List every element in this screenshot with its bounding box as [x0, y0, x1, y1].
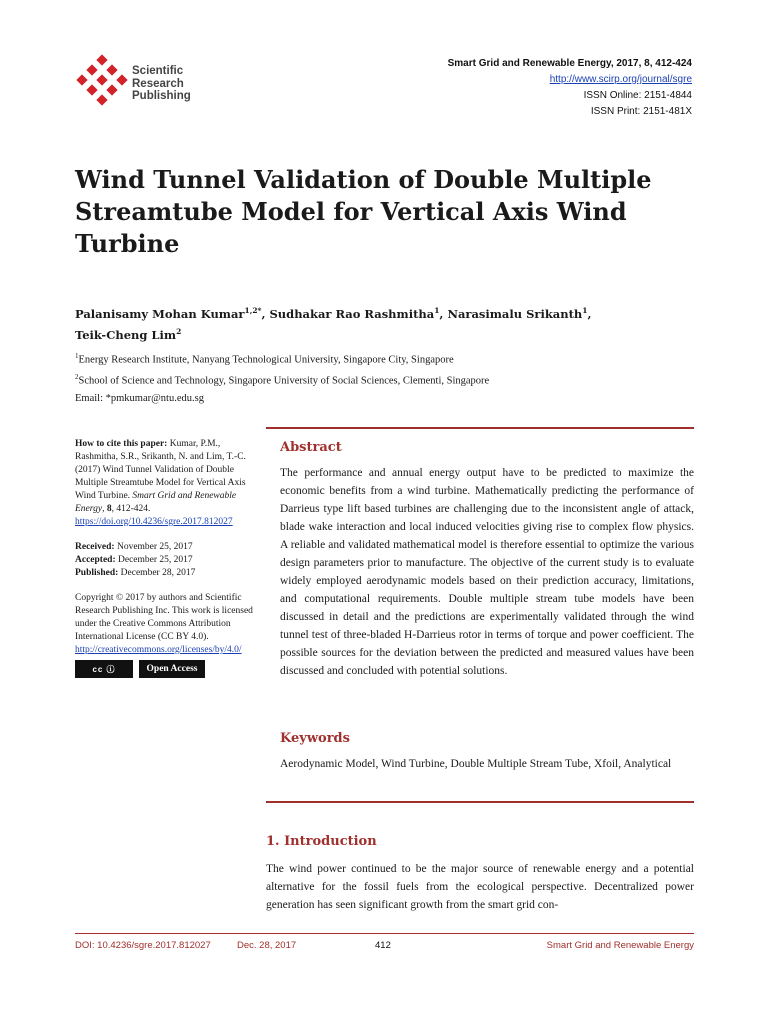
accepted-date: December 25, 2017 [118, 555, 193, 565]
issn-online: ISSN Online: 2151-4844 [583, 90, 692, 101]
cite-pages: , 412-424. [111, 504, 151, 514]
author-affiliation-mark: 1 [582, 306, 588, 315]
affiliation-mark: 1 [75, 352, 79, 360]
affiliations [75, 348, 695, 407]
received-date: November 25, 2017 [116, 542, 193, 552]
cite-doi-link[interactable]: https://doi.org/10.4236/sgre.2017.812027 [75, 517, 233, 527]
journal-info [448, 56, 692, 120]
introduction-heading: 1. Introduction [266, 834, 377, 849]
abstract-heading: Abstract [280, 440, 342, 455]
journal-url-link[interactable]: http://www.scirp.org/journal/sgre [549, 74, 692, 85]
open-access-badge[interactable]: Open Access [139, 660, 205, 678]
publisher-name-line1: Scientific [132, 65, 184, 77]
license-link[interactable]: http://creativecommons.org/licenses/by/4.0/ [75, 645, 242, 655]
affiliation-text: School of Science and Technology, Singapore University of Social Sciences, Clementi, Singapore [78, 375, 490, 386]
affiliation-1 [75, 348, 695, 369]
issn-print: ISSN Print: 2151-481X [590, 106, 692, 117]
introduction-text: The wind power continued to be the major source of renewable energy and a potential alternative for the fossil fuels from the ecological perspective. Decentralized power generation has seen significant growth from the smart grid con- [266, 863, 694, 911]
author-separator: , [261, 306, 270, 321]
publisher-name [132, 65, 252, 103]
affiliation-mark: 2 [75, 372, 79, 381]
publisher-name-line2: Research [132, 77, 184, 90]
author-affiliation-mark: 1 [434, 306, 440, 315]
author-name: Palanisamy Mohan Kumar [75, 306, 245, 321]
keywords-text: Aerodynamic Model, Wind Turbine, Double Multiple Stream Tube, Xfoil, Analytical [280, 758, 672, 770]
cc-by-badge-icon[interactable]: cc ⓘ [75, 660, 133, 678]
author-name: Narasimalu Srikanth [447, 306, 583, 321]
author-affiliation-mark: 1,2* [244, 306, 262, 315]
footer-rule [75, 933, 694, 934]
cite-text: Kumar, P.M., Rashmitha, S.R., Srikanth, N. and Lim, T.-C. (2017) Wind Tunnel Validation of Double Multiple Streamtube Model for Vertical Axis Wind Turbine. [75, 439, 246, 501]
copyright-text: Copyright © 2017 by authors and Scientific Research Publishing Inc. This work is licensed under the Creative Commons Attribution International License (CC BY 4.0). [75, 593, 253, 642]
keywords-heading: Keywords [280, 731, 350, 746]
cite-label: How to cite this paper: [75, 439, 168, 449]
abstract-top-rule [266, 427, 694, 429]
author-list [75, 302, 675, 344]
abstract-text: The performance and annual energy output have to be predicted to maximize the economic benefits from a wind turbine. Mathematically predicting the performance of Darrieus type lift based turbines are challenging due to the inconsistent angle of attack, blade wake interaction and local induced velocities giving rise to complex flow physics. A reliable and validated mathematical model is therefore essential to optimize the various design parameters prior to manufacture. The objective of the current study is to evaluate widely employed aerodynamic models based on their prediction accuracy, limitations, and computational requirements. Double multiple stream tube models have been discussed in detail and the predictions are experimentally validated through the wind tunnel test of three-bladed H-Darrieus rotor in terms of torque and power coefficient. The possible sources for the deviation between the predicted and measured values have been discussed and concluded with potential solutions. [280, 467, 694, 677]
published-date: December 28, 2017 [120, 568, 196, 578]
accepted-label: Accepted: [75, 555, 116, 565]
footer-date: Dec. 28, 2017 [237, 940, 297, 951]
author-separator: , [587, 306, 592, 321]
journal-citation: Smart Grid and Renewable Energy, 2017, 8, 412-424 [447, 58, 692, 69]
citation-block: How to cite this paper: Kumar, P.M., Rashmitha, S.R., Srikanth, N. and Lim, T.-C. (2017) Wind Tunnel Validation of Double Multiple Streamtube Model for Vertical Axis Wind Turbine. Smart Grid and Renewable Energy, 8, 412-424. https://doi.org/10.4236/sgre.2017.812027 [75, 439, 246, 527]
corresponding-email: Email: *pmkumar@ntu.edu.sg [75, 393, 204, 404]
affiliation-2 [75, 369, 695, 390]
footer-doi: DOI: 10.4236/sgre.2017.812027 [75, 940, 211, 951]
cite-journal: Smart Grid and Renewable Energy [75, 491, 237, 514]
keywords-bottom-rule [266, 801, 694, 803]
affiliation-text: Energy Research Institute, Nanyang Technological University, Singapore City, Singapore [78, 354, 454, 366]
publisher-logo-icon [76, 54, 130, 108]
author-separator: , [439, 306, 448, 321]
dates-block [75, 541, 263, 580]
received-label: Received: [75, 542, 115, 552]
footer-journal-name: Smart Grid and Renewable Energy [546, 940, 694, 951]
author-name: Sudhakar Rao Rashmitha [269, 306, 435, 321]
article-sidebar [75, 438, 263, 678]
author-name: Teik-Cheng Lim [75, 327, 177, 342]
cite-volume: 8 [106, 504, 112, 514]
published-label: Published: [75, 568, 119, 578]
paper-title: Wind Tunnel Validation of Double Multiple Streamtube Model for Vertical Axis Wind Turbine [75, 165, 652, 258]
publisher-name-line3: Publishing [132, 90, 191, 102]
author-affiliation-mark: 2 [176, 326, 182, 336]
license-badges [75, 660, 263, 678]
page-number: 412 [375, 940, 391, 951]
